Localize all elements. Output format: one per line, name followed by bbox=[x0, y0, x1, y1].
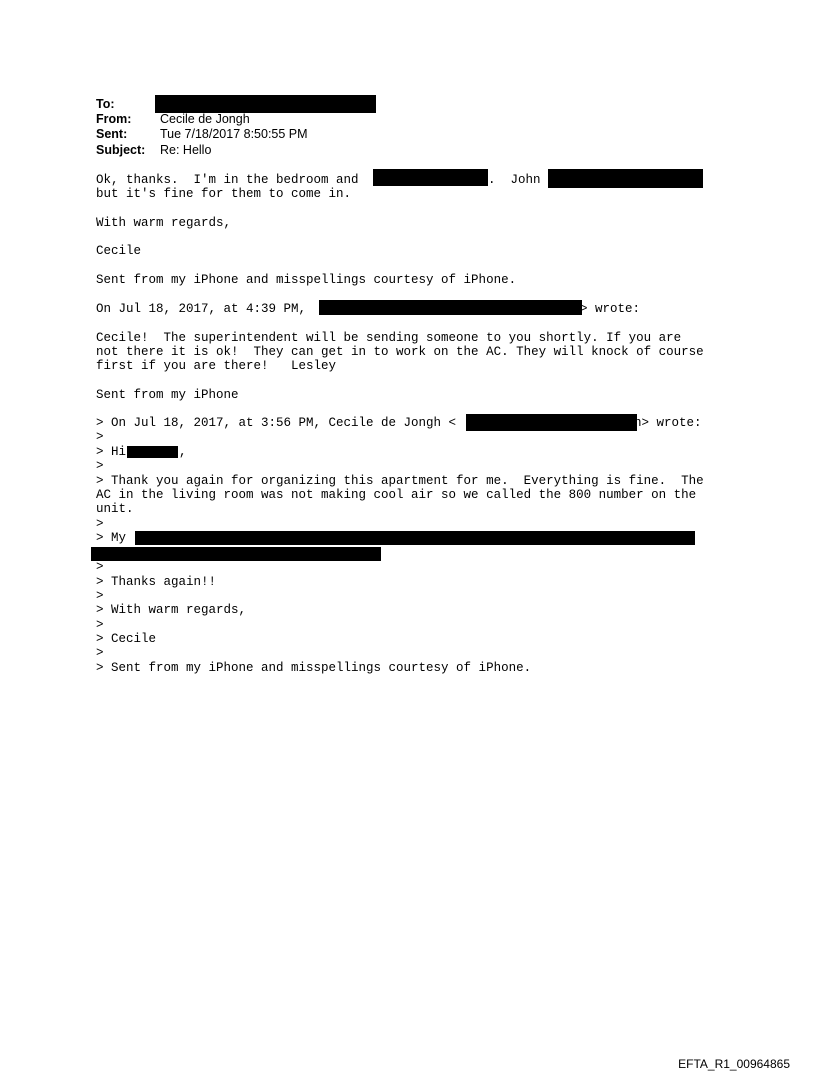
quote-line: , bbox=[179, 445, 187, 459]
to-label: To: bbox=[96, 97, 115, 111]
redaction-bar bbox=[319, 300, 582, 315]
quote-line: unit. bbox=[96, 502, 134, 516]
subject-value: Re: Hello bbox=[160, 143, 212, 157]
quote-line: > On Jul 18, 2017, at 3:56 PM, Cecile de Jongh < bbox=[96, 416, 457, 430]
body-line: On Jul 18, 2017, at 4:39 PM, bbox=[96, 302, 307, 316]
to-row bbox=[96, 97, 160, 111]
redaction-bar bbox=[127, 446, 178, 458]
quote-line: > bbox=[96, 517, 104, 531]
quote-line: h> wrote: bbox=[634, 416, 702, 430]
body-line: Sent from my iPhone and misspellings courtesy of iPhone. bbox=[96, 273, 517, 287]
redaction-bar bbox=[373, 169, 488, 186]
body-line: but it's fine for them to come in. bbox=[96, 187, 352, 201]
quote-line: > bbox=[96, 618, 104, 632]
quote-line: > bbox=[96, 560, 104, 574]
quote-line: > Hi bbox=[96, 445, 127, 459]
quote-line: > With warm regards, bbox=[96, 603, 247, 617]
from-label: From: bbox=[96, 112, 132, 126]
redaction-bar bbox=[466, 414, 637, 431]
quote-line: > bbox=[96, 589, 104, 603]
from-row bbox=[96, 112, 250, 126]
quote-line: > bbox=[96, 646, 104, 660]
body-line: > wrote: bbox=[580, 302, 641, 316]
sent-row bbox=[96, 127, 308, 141]
subject-label: Subject: bbox=[96, 143, 146, 157]
quote-line: > Sent from my iPhone and misspellings courtesy of iPhone. bbox=[96, 661, 532, 675]
redaction-bar bbox=[135, 531, 695, 545]
body-line: not there it is ok! They can get in to work on the AC. They will knock of course bbox=[96, 345, 704, 359]
body-line: Sent from my iPhone bbox=[96, 388, 239, 402]
redaction-bar bbox=[91, 547, 381, 561]
body-line: With warm regards, bbox=[96, 216, 232, 230]
quote-line: > My bbox=[96, 531, 127, 545]
subject-row bbox=[96, 143, 211, 157]
body-line: Cecile bbox=[96, 244, 142, 258]
sent-value: Tue 7/18/2017 8:50:55 PM bbox=[160, 127, 308, 141]
body-line: Ok, thanks. I'm in the bedroom and bbox=[96, 173, 359, 187]
quote-line: > bbox=[96, 459, 104, 473]
quote-line: > Thank you again for organizing this apartment for me. Everything is fine. The bbox=[96, 474, 704, 488]
quote-line: AC in the living room was not making cool air so we called the 800 number on the bbox=[96, 488, 697, 502]
document-id: EFTA_R1_00964865 bbox=[678, 1057, 790, 1071]
sent-label: Sent: bbox=[96, 127, 128, 141]
body-line: first if you are there! Lesley bbox=[96, 359, 337, 373]
body-line: . John bbox=[488, 173, 541, 187]
body-line: Cecile! The superintendent will be sending someone to you shortly. If you are bbox=[96, 331, 682, 345]
quote-line: > Cecile bbox=[96, 632, 157, 646]
from-value: Cecile de Jongh bbox=[160, 112, 250, 126]
quote-line: > bbox=[96, 430, 104, 444]
redaction-bar bbox=[548, 169, 703, 188]
quote-line: > Thanks again!! bbox=[96, 575, 217, 589]
redaction-bar bbox=[155, 95, 376, 113]
